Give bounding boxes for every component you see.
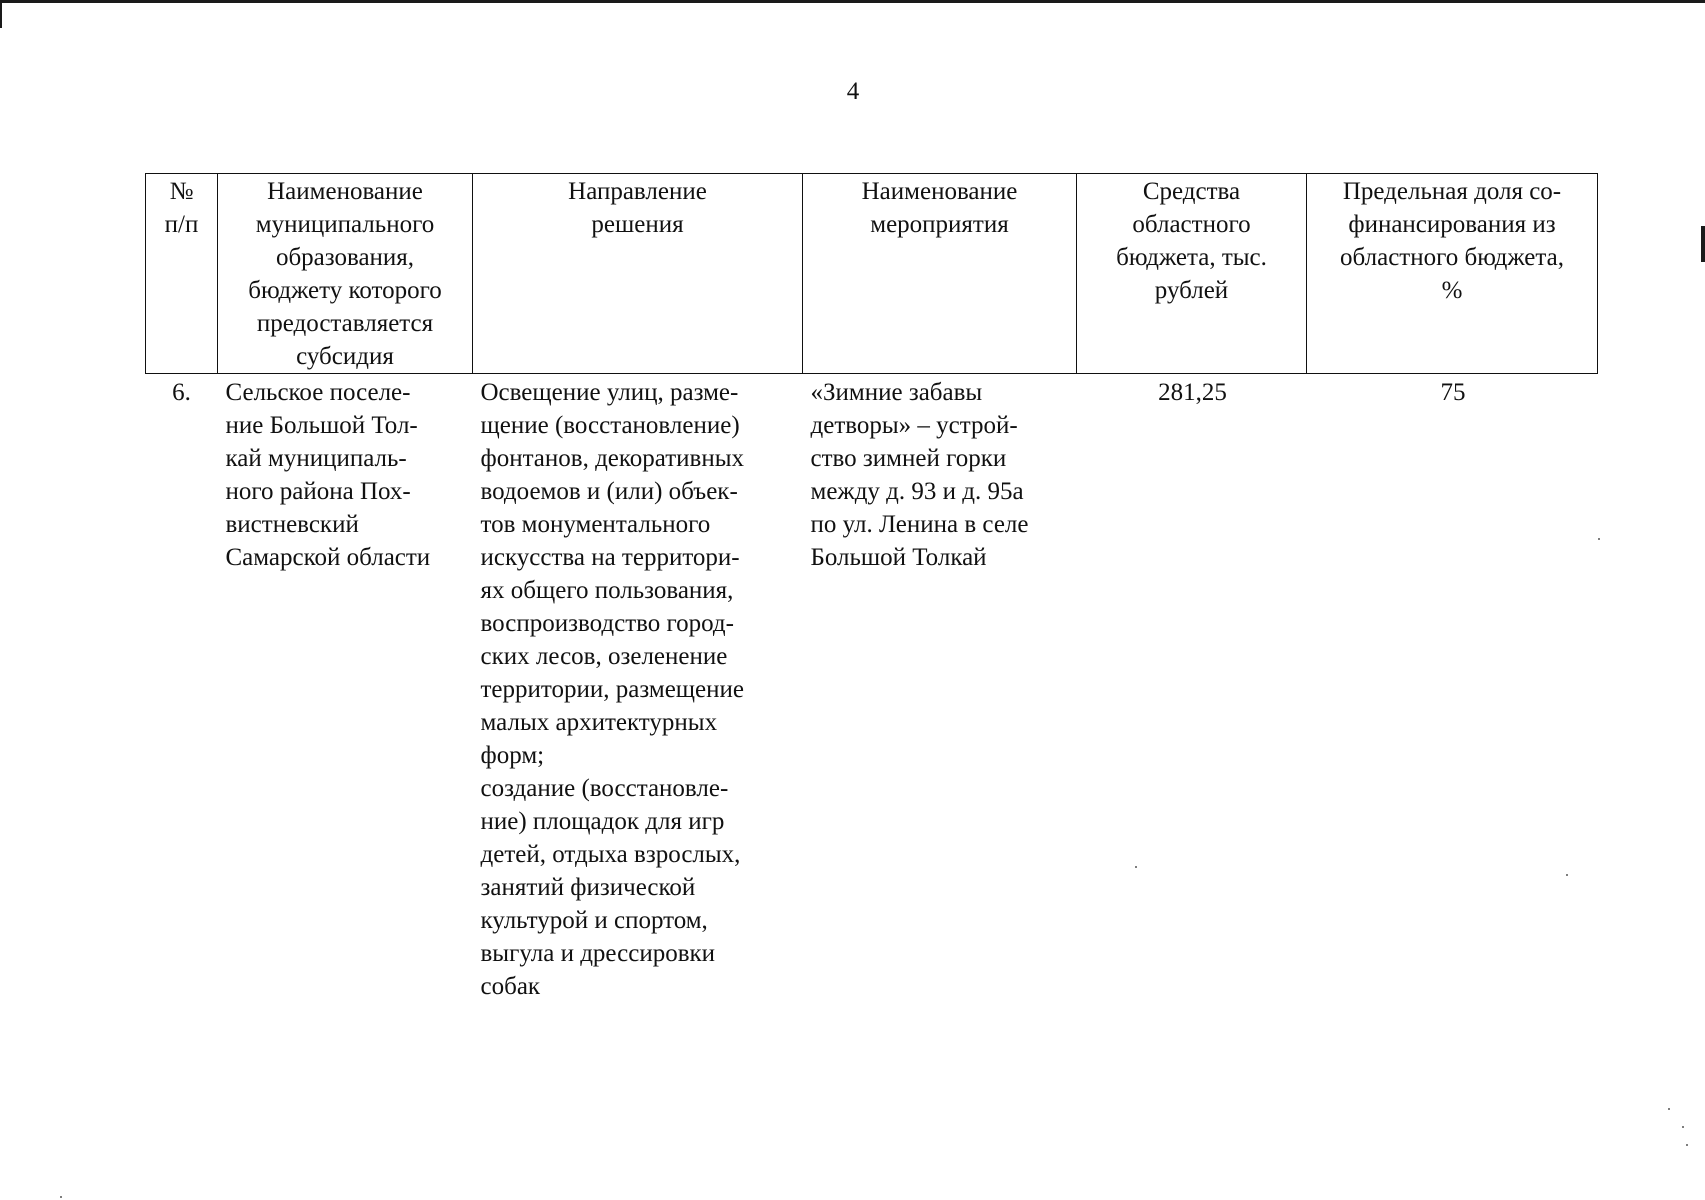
text-line: ного района Пох- [225, 478, 411, 505]
header-number [146, 174, 218, 374]
cell-number: 6. [172, 379, 191, 406]
text-line: финансирования из [1348, 211, 1556, 238]
text-line: фонтанов, декоративных [480, 445, 745, 472]
text-line: Средства [1142, 178, 1241, 205]
text-line: Наименование [861, 178, 1018, 205]
table-body [146, 374, 1598, 1004]
text-line: п/п [164, 211, 199, 238]
scan-speck [1135, 866, 1137, 868]
text-line: ство зимней горки [810, 445, 1007, 472]
text-line: Наименование [267, 178, 423, 205]
header-direction [473, 174, 803, 374]
text-line: Направление [568, 178, 707, 205]
text-line: мероприятия [870, 211, 1009, 238]
text-line: воспроизводство город- [480, 610, 734, 637]
text-line: водоемов и (или) объек- [480, 478, 738, 505]
cell-funds: 281,25 [1158, 379, 1227, 406]
subsidy-table [145, 173, 1598, 1003]
text-line: занятий физической [480, 874, 696, 901]
scan-speck [60, 1196, 62, 1198]
header-funds [1077, 174, 1307, 374]
text-line: между д. 93 и д. 95а [810, 478, 1024, 505]
text-line: Большой Толкай [810, 544, 987, 571]
cell-municipality [218, 374, 473, 1004]
text-line: % [1441, 277, 1463, 304]
text-line: предоставляется [256, 310, 434, 337]
text-line: субсидия [296, 343, 394, 370]
text-line: щение (восстановление) [480, 412, 740, 439]
text-line: Предельная доля со- [1342, 178, 1562, 205]
scan-edge-left [0, 0, 2, 28]
text-line: культурой и спортом, [480, 907, 708, 934]
text-line: вистневский [225, 511, 359, 538]
text-line: по ул. Ленина в селе [810, 511, 1029, 538]
header-share [1307, 174, 1598, 374]
page-number: 4 [846, 78, 860, 105]
text-line: муниципального [255, 211, 435, 238]
text-line: ние Большой Тол- [225, 412, 418, 439]
cell-share: 75 [1440, 379, 1466, 406]
text-line: создание (восстановле- [480, 775, 729, 802]
text-line: малых архитектурных [480, 709, 718, 736]
text-line: Сельское поселе- [225, 379, 411, 406]
text-line: ях общего пользования, [480, 577, 734, 604]
text-line: ских лесов, озеленение [480, 643, 728, 670]
table-row [146, 374, 1598, 1004]
text-line: ние) площадок для игр [480, 808, 725, 835]
text-line: Освещение улиц, разме- [480, 379, 739, 406]
cell-direction [473, 374, 803, 1004]
text-line: выгула и дрессировки [480, 940, 716, 967]
text-line: образования, [275, 244, 415, 271]
scan-speck [1668, 1108, 1670, 1110]
header-municipality [218, 174, 473, 374]
cell-event [803, 374, 1077, 1004]
text-line: территории, размещение [480, 676, 744, 703]
text-line: Самарской области [225, 544, 431, 571]
scan-speck [1682, 1126, 1684, 1128]
text-line: детей, отдыха взрослых, [480, 841, 741, 868]
text-line: № [169, 178, 194, 205]
text-line: областного бюджета, [1340, 244, 1564, 271]
text-line: тов монументального [480, 511, 711, 538]
scan-edge-right [1701, 226, 1705, 262]
text-line: бюджета, тыс. [1116, 244, 1267, 271]
text-line: бюджету которого [248, 277, 442, 304]
text-line: форм; [480, 742, 545, 769]
header-row [146, 174, 1598, 374]
text-line: решения [591, 211, 684, 238]
text-line: собак [480, 973, 541, 1000]
header-event [803, 174, 1077, 374]
scan-speck [1686, 1144, 1688, 1146]
text-line: рублей [1154, 277, 1229, 304]
scan-speck [1598, 538, 1600, 540]
text-line: детворы» – устрой- [810, 412, 1018, 439]
text-line: «Зимние забавы [810, 379, 983, 406]
text-line: кай муниципаль- [225, 445, 407, 472]
text-line: областного [1132, 211, 1251, 238]
scan-edge-top [0, 0, 1705, 3]
text-line: искусства на территори- [480, 544, 740, 571]
scan-speck [1566, 874, 1568, 876]
table-header [146, 174, 1598, 374]
